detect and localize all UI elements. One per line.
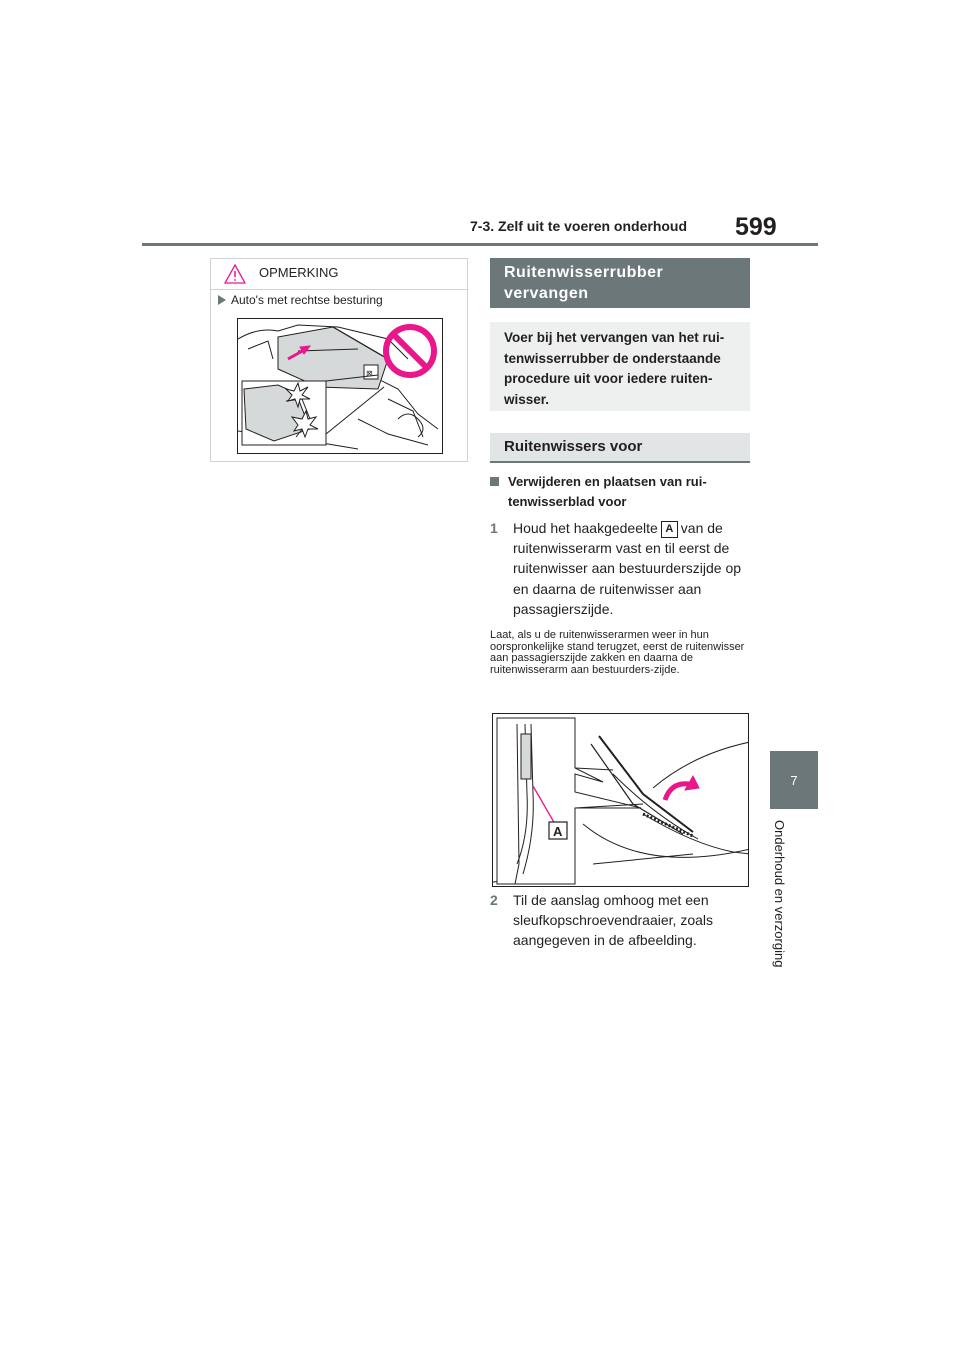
- notice-item-text: Auto's met rechtse besturing: [231, 293, 383, 307]
- step-2-text: Til de aanslag omhoog met een sleufkopschroevendraaier, zoals aangegeven in de afbeelding.: [513, 892, 714, 949]
- cowl-drawing: [238, 319, 443, 454]
- notice-header: [211, 259, 467, 290]
- subsection-rule: [490, 461, 750, 463]
- step-2: [490, 890, 752, 954]
- square-bullet-icon: [490, 477, 499, 486]
- header-rule: [142, 243, 818, 246]
- procedure-subheading-text: Verwijderen en plaatsen van rui-tenwisserblad voor: [508, 474, 707, 509]
- subsection-heading: [490, 433, 750, 463]
- wiper-arm-illustration: [492, 713, 749, 887]
- note-text: Laat, als u de ruitenwisserarmen weer in hun oorspronkelijke stand terugzet, eerst de ruitenwisser aan passagierszijde zakken en daarna de ruitenwisserarm aan bestuurders-zijde.: [490, 629, 745, 676]
- step-1: [490, 518, 752, 622]
- chapter-title: Onderhoud en verzorging: [772, 820, 787, 968]
- figure-label-a: A: [553, 824, 563, 839]
- wiper-drawing: [493, 714, 749, 887]
- chapter-number: 7: [790, 772, 798, 788]
- svg-text:⊠: ⊠: [366, 369, 373, 378]
- procedure-subheading: [490, 472, 752, 512]
- warning-icon: [224, 264, 246, 284]
- subsection-title: Ruitenwissers voor: [504, 438, 643, 455]
- label-a-icon: A: [661, 521, 678, 538]
- page-number: 599: [735, 213, 777, 241]
- intro-text: Voer bij het vervangen van het rui-tenwisserrubber de onderstaande procedure uit voor iedere ruiten-wisser.: [490, 322, 750, 411]
- section-title: 7-3. Zelf uit te voeren onderhoud: [470, 218, 688, 234]
- notice-box: [210, 258, 468, 462]
- step-2-number: 2: [490, 892, 498, 908]
- notice-title: OPMERKING: [259, 265, 339, 280]
- bullet-arrow-icon: [218, 295, 226, 305]
- notice-item: [218, 293, 383, 307]
- step-1-text: Houd het haakgedeelte A van de ruitenwisserarm vast en til eerst de ruitenwisser aan bestuurderszijde op en daarna de ruitenwisser aan passagierszijde.: [513, 520, 742, 617]
- wiper-cowl-illustration: [237, 318, 443, 454]
- section-heading: Ruitenwisserrubber vervangen: [490, 258, 750, 308]
- chapter-tab[interactable]: [770, 751, 818, 809]
- step-1-number: 1: [490, 520, 498, 536]
